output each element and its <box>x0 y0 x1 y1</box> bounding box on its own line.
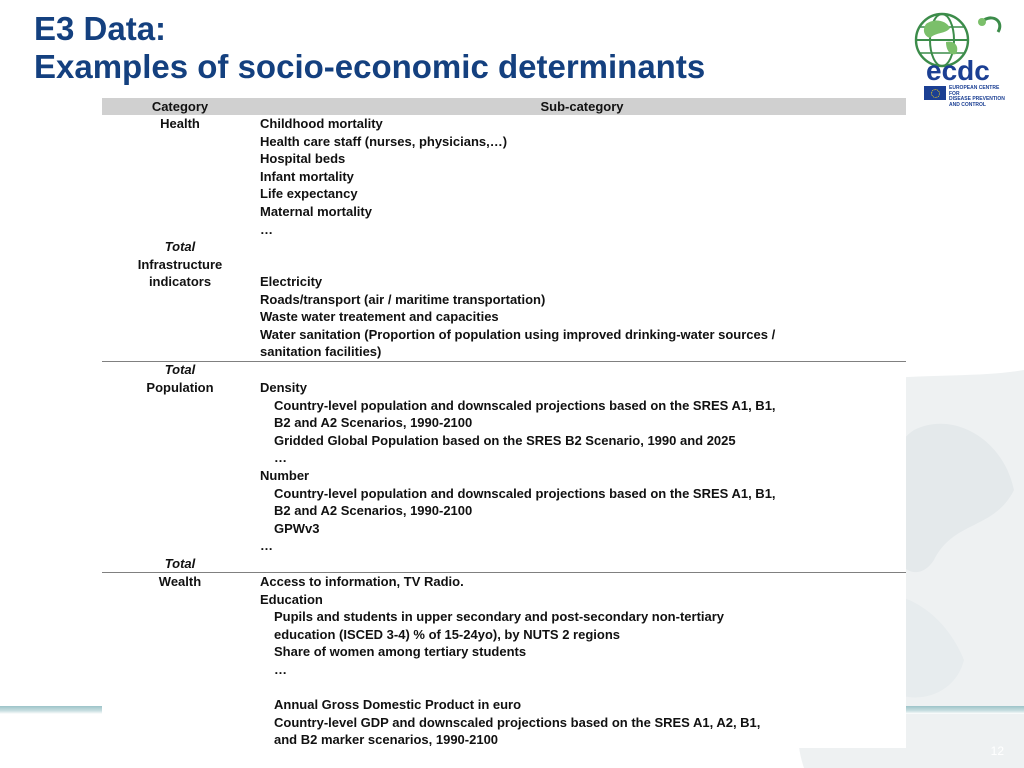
subcategory-list-wealth <box>258 573 906 749</box>
category-name: Population <box>146 379 214 395</box>
list-item: Childhood mortality <box>260 116 383 131</box>
category-wealth <box>102 573 258 591</box>
ecdc-logo-tagline: EUROPEAN CENTRE FOR DISEASE PREVENTION AND CONTROL <box>949 85 1005 108</box>
subcategory-list-health <box>258 115 906 238</box>
category-infrastructure <box>102 238 258 291</box>
list-item: … <box>274 450 287 466</box>
category-column-header: Category <box>151 99 209 114</box>
list-item: Annual Gross Domestic Product in euro <box>274 697 522 713</box>
list-item: education (ISCED 3-4) % of 15-24yo), by NUTS 2 regions <box>274 626 621 642</box>
list-item: Waste water treatement and capacities <box>260 309 499 325</box>
list-item: Pupils and students in upper secondary and post-secondary non-tertiary <box>274 609 725 625</box>
list-item: Maternal mortality <box>260 203 372 219</box>
blank-line <box>258 679 906 697</box>
list-item: B2 and A2 Scenarios, 1990-2100 <box>274 415 473 431</box>
subcategory-list-population <box>258 379 906 555</box>
determinants-table <box>102 98 906 748</box>
category-name: indicators <box>148 274 212 290</box>
list-item: Hospital beds <box>260 151 346 167</box>
slide-title-line-2: Examples of socio-economic determinants <box>34 48 706 85</box>
category-name: Health <box>160 116 200 131</box>
subcategory-list-infrastructure <box>258 273 906 361</box>
list-item: Electricity <box>260 274 323 289</box>
list-item: Country-level population and downscaled projections based on the SRES A1, B1, <box>274 485 776 501</box>
list-item: Life expectancy <box>260 186 358 202</box>
subcategory-column-header: Sub-category <box>540 99 624 114</box>
category-name: Infrastructure <box>137 256 223 272</box>
list-item: sanitation facilities) <box>260 344 382 360</box>
list-item: … <box>274 661 287 677</box>
list-item: Education <box>260 591 323 607</box>
list-item: Health care staff (nurses, physicians,…) <box>260 133 508 149</box>
list-item: … <box>260 538 273 554</box>
list-item: GPWv3 <box>274 520 320 536</box>
list-item: Number <box>260 467 310 483</box>
ecdc-logo <box>906 10 1010 108</box>
list-item: Density <box>260 380 307 395</box>
list-item: Water sanitation (Proportion of population using improved drinking-water sources / <box>260 326 776 342</box>
category-name: Wealth <box>158 574 202 589</box>
slide-title-line-1: E3 Data: <box>34 10 167 47</box>
table-header-row <box>102 98 906 115</box>
list-item: and B2 marker scenarios, 1990-2100 <box>274 732 499 748</box>
list-item: Infant mortality <box>260 168 354 184</box>
list-item: Share of women among tertiary students <box>274 644 527 660</box>
list-item: … <box>260 221 273 237</box>
list-item: Gridded Global Population based on the SRES B2 Scenario, 1990 and 2025 <box>274 432 736 448</box>
slide-title <box>34 10 705 86</box>
category-health <box>102 115 258 133</box>
category-population-total <box>102 555 258 573</box>
total-label: Total <box>164 362 196 377</box>
eu-flag-icon <box>924 86 946 100</box>
page-number: 12 <box>990 744 1004 758</box>
list-item: Country-level population and downscaled projections based on the SRES A1, B1, <box>274 397 776 413</box>
category-population <box>102 361 258 396</box>
total-label: Total <box>164 556 196 571</box>
ecdc-logo-text: ecdc <box>926 55 990 86</box>
list-item: Access to information, TV Radio. <box>260 574 464 589</box>
list-item: B2 and A2 Scenarios, 1990-2100 <box>274 503 473 519</box>
ecdc-globe-icon <box>906 10 1010 86</box>
total-label: Total <box>164 239 196 254</box>
list-item: Country-level GDP and downscaled projections based on the SRES A1, A2, B1, <box>274 714 761 730</box>
list-item: Roads/transport (air / maritime transportation) <box>260 291 546 307</box>
